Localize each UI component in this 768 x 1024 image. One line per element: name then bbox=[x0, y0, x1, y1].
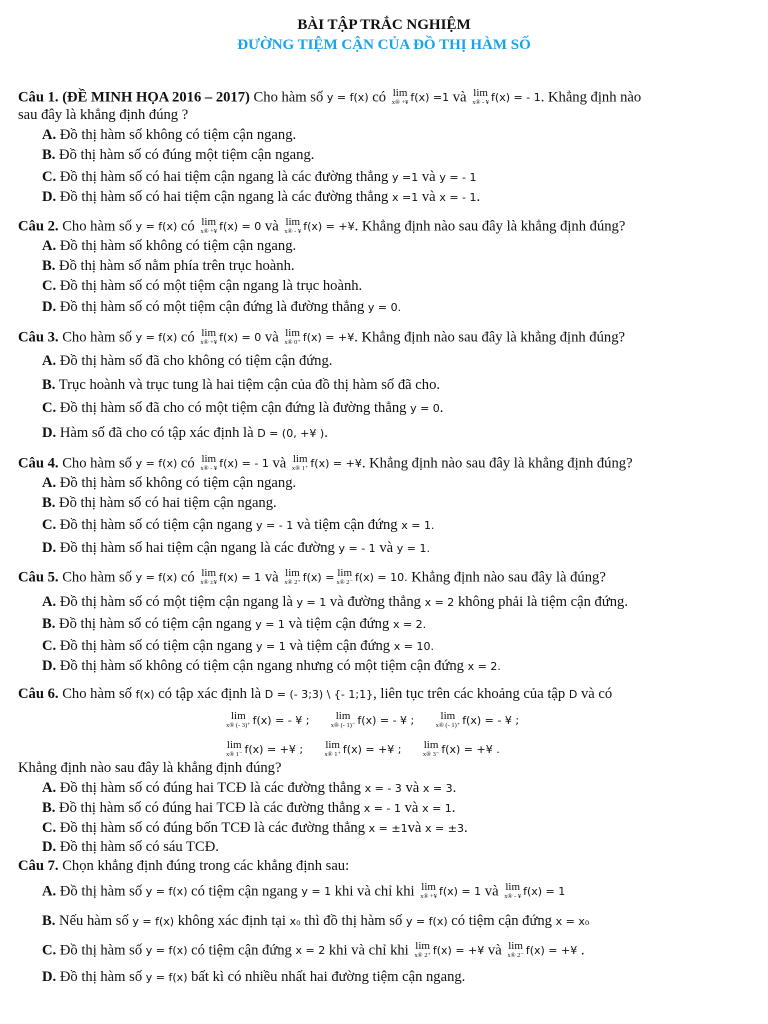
option-text: . bbox=[439, 400, 444, 416]
math-expr: y = f(x) bbox=[145, 970, 188, 984]
math-expr: f(x) = +¥ ; bbox=[342, 743, 402, 756]
option-text: và bbox=[400, 800, 423, 816]
limit-operator: lim bbox=[335, 710, 351, 722]
limit-subscript: x® ±¥ bbox=[200, 579, 217, 586]
limit-subscript: x® 2⁺ bbox=[414, 952, 431, 959]
math-expr: y = f(x) bbox=[326, 91, 369, 104]
limit-operator: lim bbox=[473, 87, 488, 99]
limit-subscript: x® 1⁺ bbox=[324, 751, 341, 758]
question-text: . Khẳng định nào sau đây là khẳng định đúng? bbox=[354, 218, 626, 235]
limit-subscript: x® 2⁺ bbox=[284, 579, 301, 586]
math-expr: x = - 3 bbox=[364, 781, 402, 795]
option-b bbox=[42, 494, 277, 512]
option-text: Đồ thị hàm số không có tiệm cận ngang. bbox=[56, 238, 297, 254]
limit-operator: lim bbox=[508, 940, 523, 952]
math-expr: y = f(x) bbox=[132, 914, 175, 928]
math-expr: y = f(x) bbox=[135, 220, 178, 233]
option-text: Đồ thị hàm số có tiệm cận ngang bbox=[56, 517, 257, 533]
math-expr: D = (- 3;3) \ {- 1;1} bbox=[264, 687, 374, 701]
math-expr: x = 2 bbox=[424, 595, 455, 609]
limit-operator: lim bbox=[505, 881, 520, 893]
math-expr: f(x) = +¥ bbox=[310, 457, 362, 470]
limit-operator: lim bbox=[337, 567, 353, 579]
question-text: Cho hàm số bbox=[249, 89, 327, 106]
option-d bbox=[42, 539, 430, 558]
math-expr: f(x) = +¥ bbox=[303, 220, 355, 233]
math-expr: y = - 1 bbox=[439, 170, 477, 184]
limit-subscript: x® 2⁻ bbox=[336, 579, 353, 586]
option-text: Nếu hàm số bbox=[55, 913, 133, 929]
limit-subscript: x® +¥ bbox=[200, 339, 218, 346]
question-2 bbox=[18, 217, 625, 237]
limit-expr bbox=[504, 882, 521, 902]
limit-item bbox=[434, 711, 519, 731]
math-expr: f(x) =1 bbox=[410, 91, 450, 104]
math-expr: x = 10. bbox=[393, 639, 434, 653]
option-key: B. bbox=[42, 377, 56, 393]
limit-subscript: x® 3⁻ bbox=[422, 751, 440, 758]
limit-operator: lim bbox=[421, 881, 436, 893]
option-text: Đồ thị hàm số không có tiệm cận ngang. bbox=[56, 127, 297, 143]
option-text: Đồ thị hàm số có đúng hai TCĐ là các đường thẳng bbox=[56, 780, 365, 796]
math-expr: y = 1. bbox=[396, 541, 430, 555]
option-key: C. bbox=[42, 942, 57, 959]
math-expr: y = f(x) bbox=[405, 914, 448, 928]
limit-subscript: x® - ¥ bbox=[504, 893, 522, 900]
option-a bbox=[42, 779, 456, 798]
limit-subscript: x® - ¥ bbox=[472, 99, 490, 106]
question-label: Câu 4. bbox=[18, 455, 59, 472]
question-text: Cho hàm số bbox=[58, 569, 136, 586]
math-expr: f(x) = 1 bbox=[218, 571, 262, 584]
option-text: và bbox=[418, 169, 440, 185]
option-text: khi và chỉ khi bbox=[325, 942, 413, 959]
question-text: . Khẳng định nào sau đây là khẳng định đúng? bbox=[361, 455, 633, 472]
math-expr: f(x) = - ¥ ; bbox=[252, 714, 310, 727]
option-d bbox=[42, 424, 328, 443]
option-text: thì đồ thị hàm số bbox=[300, 913, 406, 929]
option-text: Đồ thị hàm số có đúng hai TCĐ là các đường thẳng bbox=[55, 800, 364, 816]
question-label: Câu 5. bbox=[18, 569, 59, 586]
math-expr: x = - 1 bbox=[363, 801, 401, 815]
option-a bbox=[42, 882, 565, 902]
question-text: có bbox=[177, 329, 199, 346]
option-text: và đường thẳng bbox=[326, 594, 425, 610]
document-title: BÀI TẬP TRẮC NGHIỆM bbox=[297, 17, 471, 33]
option-key: A. bbox=[42, 883, 57, 900]
option-text: Đồ thị hàm số có một tiệm cận ngang là bbox=[56, 594, 297, 610]
math-expr: x = 2. bbox=[392, 617, 427, 631]
limit-item bbox=[224, 711, 309, 731]
question-4 bbox=[18, 454, 633, 474]
option-text: không phải là tiệm cận đứng. bbox=[454, 594, 628, 610]
question-text: Khẳng định nào sau đây là đúng? bbox=[407, 569, 606, 586]
math-expr: y = 1 bbox=[255, 617, 285, 631]
option-c bbox=[42, 819, 468, 838]
math-expr: x = 1 bbox=[422, 801, 452, 815]
option-text: Đồ thị hàm số có tiệm cận ngang bbox=[56, 638, 257, 654]
math-expr: f(x) = +¥ bbox=[432, 944, 485, 957]
option-key: A. bbox=[42, 475, 57, 491]
option-text: và tiệm cận đứng bbox=[293, 517, 402, 533]
limit-operator: lim bbox=[201, 327, 217, 339]
option-c bbox=[42, 941, 585, 961]
question-text: Cho hàm số bbox=[58, 329, 136, 346]
option-d bbox=[42, 838, 219, 856]
math-expr: f(x) = +¥ bbox=[302, 331, 355, 344]
math-expr: f(x) = 10. bbox=[354, 571, 408, 584]
option-d bbox=[42, 657, 501, 676]
option-text: có tiệm cận đứng bbox=[447, 913, 556, 929]
math-expr: y = - 1 bbox=[256, 518, 294, 532]
option-c bbox=[42, 277, 362, 295]
limit-subscript: x® +¥ bbox=[420, 893, 437, 900]
option-text: Đồ thị hàm số đã cho có một tiệm cận đứng là đường thẳng bbox=[56, 400, 411, 416]
option-key: A. bbox=[42, 780, 57, 796]
limit-expr bbox=[414, 941, 431, 961]
option-text: và tiệm cận đứng bbox=[285, 638, 394, 654]
limit-expr bbox=[392, 88, 409, 108]
limit-subscript: x® - ¥ bbox=[284, 228, 302, 235]
question-text: , liên tục trên các khoảng của tập bbox=[373, 686, 569, 702]
option-text: Đồ thị hàm số bbox=[56, 883, 146, 900]
option-key: B. bbox=[42, 147, 56, 163]
option-b bbox=[42, 912, 589, 931]
limit-expr bbox=[472, 88, 489, 108]
question-text: và bbox=[261, 218, 283, 235]
math-expr: x = ±3 bbox=[425, 821, 464, 835]
math-expr: y = 0. bbox=[367, 300, 402, 314]
option-text: Đồ thị hàm số có hai tiệm cận ngang là các đường thẳng bbox=[56, 189, 392, 205]
option-key: D. bbox=[42, 299, 57, 315]
limit-expr bbox=[284, 568, 301, 588]
option-key: B. bbox=[42, 800, 56, 816]
option-text: có tiệm cận ngang bbox=[187, 883, 302, 900]
option-key: B. bbox=[42, 258, 56, 274]
limit-operator: lim bbox=[201, 567, 216, 579]
math-expr: x = 2. bbox=[467, 659, 501, 673]
limit-expr bbox=[200, 328, 217, 348]
question-text: có tập xác định là bbox=[154, 686, 265, 702]
option-text: và tiệm cận đứng bbox=[284, 616, 393, 632]
option-a bbox=[42, 126, 296, 144]
limit-operator: lim bbox=[440, 710, 456, 722]
question-text: Cho hàm số bbox=[58, 686, 136, 702]
math-expr: x = - 1 bbox=[439, 190, 477, 204]
math-expr: f(x) = +¥ bbox=[525, 944, 578, 957]
math-expr: x =1 bbox=[392, 190, 419, 204]
option-text: . bbox=[452, 780, 457, 796]
math-expr: x = 3 bbox=[422, 781, 453, 795]
option-key: D. bbox=[42, 540, 57, 556]
option-text: không xác định tại bbox=[174, 913, 290, 929]
option-text: Đồ thị hàm số bbox=[56, 969, 146, 985]
math-expr: y = f(x) bbox=[135, 571, 178, 584]
question-3 bbox=[18, 328, 625, 348]
math-expr: y = 0 bbox=[410, 401, 440, 415]
option-text: Đồ thị hàm số hai tiệm cận ngang là các đường bbox=[56, 540, 339, 556]
limit-item bbox=[329, 711, 414, 731]
option-text: và bbox=[484, 942, 506, 959]
option-key: D. bbox=[42, 425, 57, 441]
option-b bbox=[42, 257, 295, 275]
question-label: Câu 6. bbox=[18, 686, 59, 702]
limit-subscript: x® - ¥ bbox=[200, 465, 218, 472]
math-expr: f(x) = 1 bbox=[523, 885, 566, 898]
option-key: A. bbox=[42, 238, 57, 254]
option-key: B. bbox=[42, 616, 56, 632]
option-d bbox=[42, 968, 465, 987]
option-b bbox=[42, 376, 440, 394]
math-expr: y = 1 bbox=[256, 639, 286, 653]
math-expr: y =1 bbox=[392, 170, 419, 184]
question-text: Chọn khẳng định đúng trong các khẳng định sau: bbox=[58, 858, 350, 874]
question-1 bbox=[18, 88, 641, 108]
option-key: B. bbox=[42, 913, 56, 929]
option-key: C. bbox=[42, 517, 57, 533]
option-key: C. bbox=[42, 278, 57, 294]
math-expr: f(x) = 0 bbox=[219, 220, 262, 233]
math-expr: y = f(x) bbox=[135, 457, 178, 470]
limit-expr bbox=[420, 882, 437, 902]
math-expr: y = f(x) bbox=[145, 944, 188, 957]
math-expr: D bbox=[568, 687, 578, 701]
limit-expr bbox=[284, 217, 301, 237]
math-expr: f(x) = +¥ . bbox=[441, 743, 500, 756]
option-text: Hàm số đã cho có tập xác định là bbox=[56, 425, 258, 441]
limit-subscript: x® +¥ bbox=[200, 228, 218, 235]
question-text: Khẳng định nào sau đây là khẳng định đúng? bbox=[18, 760, 282, 776]
limit-operator: lim bbox=[423, 739, 439, 751]
option-text: . bbox=[476, 189, 481, 205]
option-text: và bbox=[418, 189, 440, 205]
limits-row-1 bbox=[224, 706, 519, 731]
option-key: D. bbox=[42, 839, 57, 855]
limit-operator: lim bbox=[392, 87, 408, 99]
option-text: và bbox=[375, 540, 397, 556]
math-expr: D = (0, +¥ ) bbox=[257, 426, 325, 440]
limit-operator: lim bbox=[285, 216, 301, 228]
math-expr: f(x) = - 1 bbox=[219, 457, 269, 470]
option-b bbox=[42, 799, 455, 818]
question-text: và bbox=[261, 569, 283, 586]
option-key: B. bbox=[42, 495, 56, 511]
question-text: có bbox=[177, 569, 199, 586]
option-text: và bbox=[407, 820, 426, 836]
math-expr: y = 1 bbox=[296, 595, 327, 609]
math-expr: y = 1 bbox=[301, 885, 332, 898]
math-expr: x = x₀ bbox=[555, 914, 590, 928]
question-text: và bbox=[449, 89, 471, 106]
math-expr: f(x) = bbox=[302, 571, 335, 584]
question-label: Câu 7. bbox=[18, 858, 59, 874]
limit-operator: lim bbox=[230, 710, 246, 722]
option-text: Đồ thị hàm số có tiệm cận ngang bbox=[55, 616, 256, 632]
limit-operator: lim bbox=[415, 940, 430, 952]
option-a bbox=[42, 474, 296, 492]
option-text: . bbox=[324, 425, 328, 441]
limit-subscript: x® (- 3)⁺ bbox=[226, 722, 251, 729]
math-expr: f(x) = - 1 bbox=[491, 91, 541, 104]
option-c bbox=[42, 516, 434, 535]
question-label: Câu 2. bbox=[18, 218, 59, 235]
question-text: Cho hàm số bbox=[58, 455, 136, 472]
limit-operator: lim bbox=[325, 739, 340, 751]
math-expr: x₀ bbox=[289, 914, 301, 928]
option-text: . bbox=[451, 800, 456, 816]
option-text: . bbox=[463, 820, 468, 836]
option-text: Đồ thị hàm số nằm phía trên trục hoành. bbox=[55, 258, 295, 274]
option-b bbox=[42, 615, 426, 634]
option-b bbox=[42, 146, 314, 164]
option-text: Đồ thị hàm số có một tiệm cận ngang là trục hoành. bbox=[56, 278, 363, 294]
option-key: A. bbox=[42, 353, 57, 369]
option-text: Đồ thị hàm số không có tiệm cận ngang nhưng có một tiệm cận đứng bbox=[56, 658, 468, 674]
math-expr: x = ±1 bbox=[368, 821, 408, 835]
option-key: C. bbox=[42, 638, 57, 654]
math-expr: f(x) = - ¥ ; bbox=[357, 714, 415, 727]
option-key: C. bbox=[42, 400, 57, 416]
option-text: có tiệm cận đứng bbox=[187, 942, 296, 959]
question-text: có bbox=[368, 89, 390, 106]
limit-operator: lim bbox=[201, 216, 217, 228]
limit-operator: lim bbox=[226, 739, 242, 751]
math-expr: f(x) = 0 bbox=[219, 331, 262, 344]
math-expr: f(x) = 1 bbox=[438, 885, 482, 898]
limit-operator: lim bbox=[285, 567, 300, 579]
option-d bbox=[42, 298, 401, 317]
option-text: và bbox=[481, 883, 503, 900]
limit-operator: lim bbox=[292, 453, 308, 465]
option-text: Đồ thị hàm số có sáu TCĐ. bbox=[56, 839, 219, 855]
option-a bbox=[42, 593, 628, 612]
math-expr: y = f(x) bbox=[145, 885, 188, 898]
option-key: D. bbox=[42, 189, 57, 205]
option-text: Đồ thị hàm số bbox=[56, 942, 146, 959]
limit-item bbox=[322, 740, 401, 760]
limit-expr bbox=[200, 454, 217, 474]
option-text: và bbox=[401, 780, 423, 796]
option-key: C. bbox=[42, 820, 57, 836]
limit-subscript: x® +¥ bbox=[391, 99, 409, 106]
option-a bbox=[42, 352, 332, 370]
option-c bbox=[42, 637, 434, 656]
question-text: có bbox=[177, 455, 199, 472]
math-expr: f(x) = +¥ ; bbox=[244, 743, 304, 756]
limit-expr bbox=[336, 568, 353, 588]
option-key: D. bbox=[42, 658, 57, 674]
option-d bbox=[42, 188, 480, 207]
option-text: Đồ thị hàm số có đúng bốn TCĐ là các đường thẳng bbox=[56, 820, 369, 836]
option-text: Trục hoành và trục tung là hai tiệm cận của đồ thị hàm số đã cho. bbox=[55, 377, 441, 393]
document-subtitle: ĐƯỜNG TIỆM CẬN CỦA ĐỒ THỊ HÀM SỐ bbox=[237, 37, 531, 53]
option-text: Đồ thị hàm số không có tiệm cận ngang. bbox=[56, 475, 297, 491]
option-text: . bbox=[577, 942, 585, 959]
limit-subscript: x® 1⁻ bbox=[226, 751, 243, 758]
option-text: bất kì có nhiều nhất hai đường tiệm cận ngang. bbox=[187, 969, 466, 985]
math-expr: x = 2 bbox=[295, 944, 326, 957]
math-expr: y = f(x) bbox=[135, 331, 178, 344]
question-6 bbox=[18, 685, 612, 704]
limit-item bbox=[224, 740, 303, 760]
limit-subscript: x® 0⁺ bbox=[284, 339, 301, 346]
math-expr: f(x) bbox=[135, 687, 155, 701]
question-label: Câu 1. (ĐỀ MINH HỌA 2016 – 2017) bbox=[18, 89, 250, 106]
question-5 bbox=[18, 568, 606, 588]
limit-expr bbox=[200, 568, 217, 588]
math-expr: y = - 1 bbox=[338, 541, 376, 555]
limit-expr bbox=[200, 217, 217, 237]
question-7 bbox=[18, 857, 349, 875]
option-text: Đồ thị hàm số có hai tiệm cận ngang là các đường thẳng bbox=[56, 169, 392, 185]
option-key: C. bbox=[42, 169, 57, 185]
limit-operator: lim bbox=[201, 453, 217, 465]
limit-subscript: x® 1⁺ bbox=[291, 465, 309, 472]
option-c bbox=[42, 399, 443, 418]
question-text: có bbox=[177, 218, 199, 235]
option-key: A. bbox=[42, 594, 57, 610]
question-text: Cho hàm số bbox=[58, 218, 136, 235]
option-text: khi và chỉ khi bbox=[331, 883, 419, 900]
math-expr: f(x) = - ¥ ; bbox=[462, 714, 520, 727]
option-key: A. bbox=[42, 127, 57, 143]
limit-subscript: x® (- 1)⁺ bbox=[435, 722, 461, 729]
option-text: Đồ thị hàm số có một tiệm cận đứng là đường thẳng bbox=[56, 299, 368, 315]
limit-subscript: x® 2⁻ bbox=[507, 952, 524, 959]
limit-expr bbox=[292, 454, 309, 474]
limit-expr bbox=[284, 328, 301, 348]
math-expr: x = 1. bbox=[401, 518, 435, 532]
limit-subscript: x® (- 1)⁻ bbox=[330, 722, 356, 729]
limit-operator: lim bbox=[285, 327, 300, 339]
question-label: Câu 3. bbox=[18, 329, 59, 346]
option-key: D. bbox=[42, 969, 57, 985]
question-text: và bbox=[268, 455, 290, 472]
limits-row-2 bbox=[224, 735, 500, 760]
limit-item bbox=[421, 740, 500, 760]
option-c bbox=[42, 168, 477, 187]
limit-expr bbox=[507, 941, 524, 961]
question-text: và có bbox=[577, 686, 613, 702]
option-text: Đồ thị hàm số đã cho không có tiệm cận đứng. bbox=[56, 353, 333, 369]
option-text: Đồ thị hàm số có hai tiệm cận ngang. bbox=[55, 495, 277, 511]
question-text: sau đây là khẳng định đúng ? bbox=[18, 107, 189, 123]
question-text: . Khẳng định nào sau đây là khẳng định đúng? bbox=[354, 329, 625, 346]
question-text: và bbox=[261, 329, 283, 346]
question-text: . Khẳng định nào bbox=[540, 89, 642, 106]
option-a bbox=[42, 237, 296, 255]
option-text: Đồ thị hàm số có đúng một tiệm cận ngang. bbox=[55, 147, 315, 163]
